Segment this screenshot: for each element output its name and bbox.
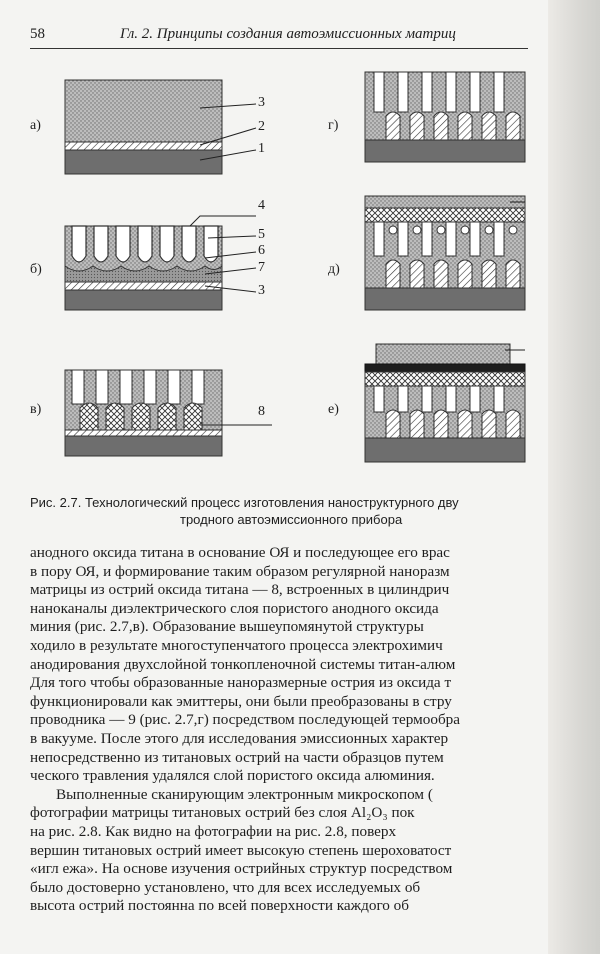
callout-5: 5 [258,227,265,242]
body-line: высота острий постоянна по всей поверхности каждого об [30,897,410,915]
page-number: 58 [30,26,45,42]
caption-line-2: тродного автоэмиссионного прибора [180,512,403,527]
body-line: было достоверно установлено, что для всех исследуемых об [30,878,421,896]
panel-a-drawing [65,80,256,174]
body-line: матрицы из острий оксида титана — 8, встроенных в цилиндрич [30,581,450,599]
panel-label-g: г) [328,118,339,133]
body-line: анодного оксида титана в основание ОЯ и последующее его врас [30,544,450,561]
caption-line-1: Рис. 2.7. Технологический процесс изготовления наноструктурного дву [30,495,459,510]
panel-label-v: в) [30,402,42,417]
panel-v-drawing [65,370,272,456]
body-line: в пору ОЯ, и формирование таким образом регулярной наноразм [30,562,450,580]
body-line: на рис. 2.8. Как видно на фотографии на рис. 2.8, поверх [30,822,397,840]
panel-label-e: е) [328,402,339,417]
body-line: ходило в результате многоступенчатого процесса электрохимич [30,636,443,654]
figure-caption [30,494,530,527]
panel-d-drawing [365,196,525,310]
body-line: «игл ежа». На основе изучения острийных структур посредством [30,860,453,878]
body-line: наноканалы диэлектрического слоя пористого анодного оксида [30,599,439,617]
panel-e-drawing [365,344,525,462]
running-title: Гл. 2. Принципы создания автоэмиссионных матриц [120,26,456,42]
callout-8: 8 [258,404,265,419]
body-line: вершин титановых острий имеет высокую степень шероховатост [30,841,452,859]
body-line: миния (рис. 2.7,в). Образование вышеупомянутой структуры [30,618,424,636]
body-line: фотографии матрицы титановых острий без слоя Al₂O₃ пок [30,804,415,822]
body-line: функционировали как эмиттеры, они были преобразованы в стру [30,692,452,710]
body-line: Для того чтобы образованные наноразмерные острия из оксида т [30,674,452,692]
body-line: непосредственно из титановых острий на части образцов путем [30,748,444,766]
body-line: ческого травления удалялся слой пористого оксида алюминия. [30,767,435,785]
callout-6: 6 [258,243,265,258]
body-line: Выполненные сканирующим электронным микроскопом ( [56,785,433,803]
panel-b-drawing [65,216,256,310]
panel-label-a: а) [30,118,41,133]
body-line: в вакууме. После этого для исследования эмиссионных характер [30,729,449,747]
body-line: анодирования двухслойной тонкопленочной системы титан-алюм [30,655,456,673]
callout-4: 4 [258,198,265,213]
body-line: проводника — 9 (рис. 2.7,г) посредством последующей термообра [30,711,461,729]
panel-label-b: б) [30,262,42,277]
panel-label-d: д) [328,262,340,277]
callout-7: 7 [258,260,265,275]
callout-1: 1 [258,141,265,156]
callout-2: 2 [258,119,265,134]
callout-3-a: 3 [258,95,265,110]
body-text [30,544,530,916]
panel-g-drawing [365,72,525,162]
callout-3-b: 3 [258,283,265,298]
